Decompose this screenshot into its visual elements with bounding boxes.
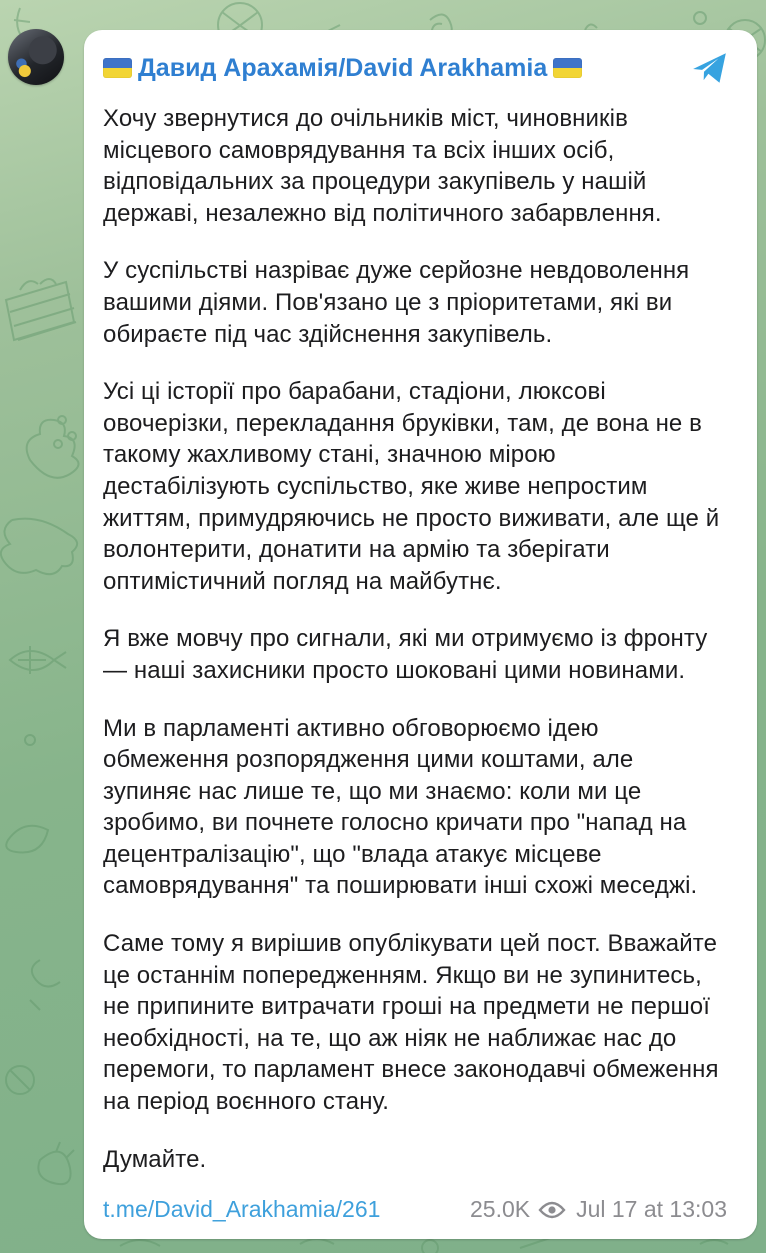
- ukraine-flag-icon: [553, 58, 582, 78]
- view-count: [470, 1196, 566, 1223]
- timestamp: Jul 17 at 13:03: [576, 1196, 727, 1222]
- message-footer: [103, 1196, 727, 1223]
- channel-name-link[interactable]: [103, 54, 582, 83]
- paragraph: Я вже мовчу про сигнали, які ми отримуємо із фронту — наші захисники просто шоковані цими новинами.: [103, 625, 708, 684]
- message-bubble: [84, 30, 757, 1239]
- ukraine-flag-icon: [103, 58, 132, 78]
- avatar[interactable]: [8, 29, 64, 85]
- post-link[interactable]: t.me/David_Arakhamia/261: [103, 1196, 381, 1222]
- view-count-value: 25.0K: [469, 1196, 531, 1222]
- paragraph: Думайте.: [103, 1145, 207, 1173]
- message-header: [103, 48, 721, 88]
- channel-name: Давид Арахамія/David Arakhamia: [138, 53, 548, 82]
- paragraph: Саме тому я вирішив опублікувати цей пост. Вважайте це останнім попередженням. Якщо ви не зупинитесь, не припините витрачати гроші на предмети не першої необхідності, на те, що аж ніяк не наближає нас до перемоги, то парламент внесе законодавчі обмеження на період воєнного стану.: [103, 930, 719, 1116]
- telegram-paper-plane-icon[interactable]: [691, 49, 729, 87]
- message-meta: [470, 1196, 727, 1223]
- eye-icon: [538, 1200, 566, 1220]
- paragraph: Хочу звернутися до очільників міст, чиновників місцевого самоврядування та всіх інших осіб, відповідальних за процедури закупівель у нашій державі, незалежно від політичного забарвлення.: [103, 105, 662, 227]
- paragraph: Усі ці історії про барабани, стадіони, люксові овочерізки, перекладання бруківки, там, де вона не в такому жахливому стані, значною мірою дестабілізують суспільство, яке живе непростим життям, примудряючись не просто виживати, але ще й волонтерити, донатити на армію та зберігати оптимістичний погляд на майбутнє.: [103, 378, 720, 595]
- paragraph: У суспільстві назріває дуже серйозне невдоволення вашими діями. Пов'язано це з пріоритетами, які ви обираєте під час здійснення закупівель.: [103, 257, 690, 348]
- message-text: [103, 103, 721, 1175]
- paragraph: Ми в парламенті активно обговорюємо ідею обмеження розпорядження цими коштами, але зупиняє нас лише те, що ми знаємо: коли ми це зробимо, ви почнете голосно кричати про "напад на децентралізацію", що "влада атакує місцеве самоврядування" та поширювати інші схожі меседжі.: [103, 714, 698, 900]
